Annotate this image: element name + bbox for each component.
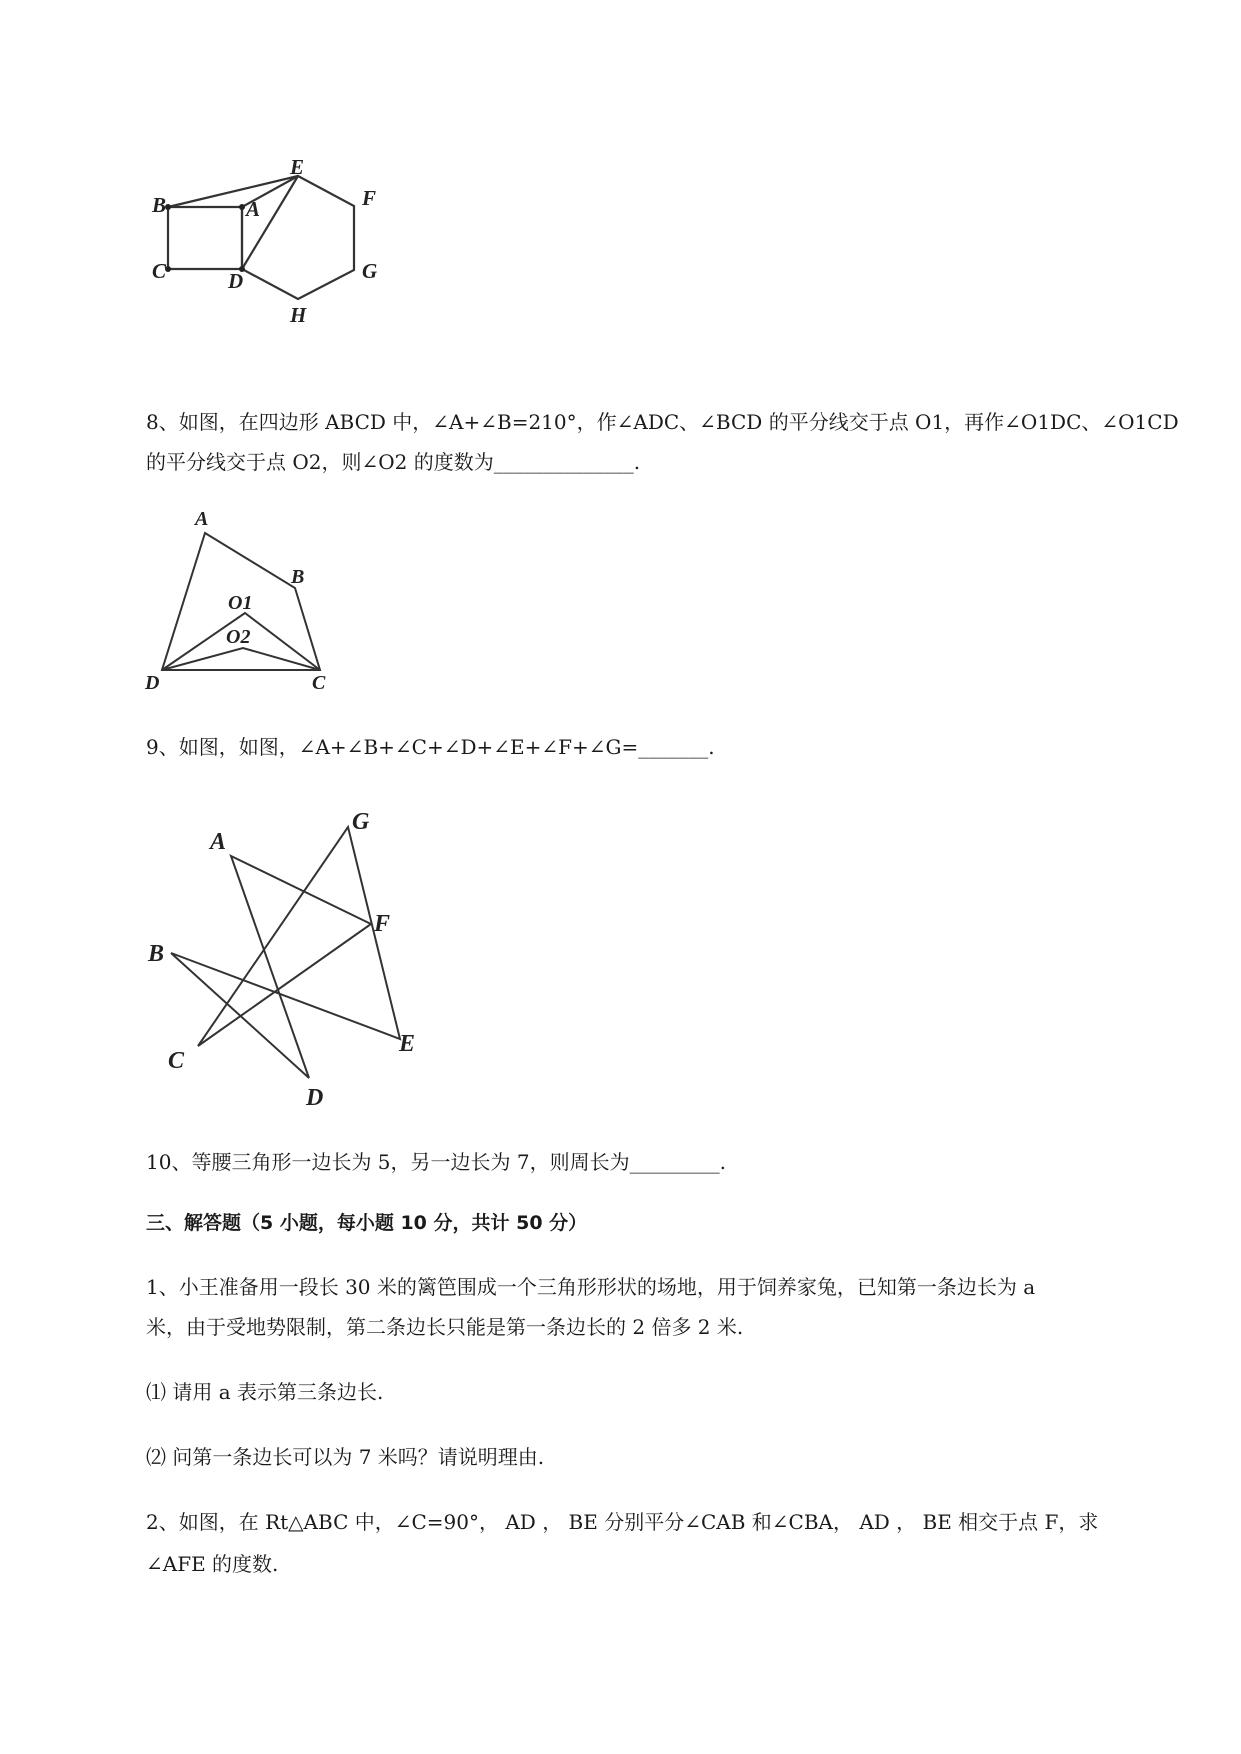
q9-line1: 9、如图，如图，∠A+∠B+∠C+∠D+∠E+∠F+∠G=_______.	[146, 735, 715, 759]
figure-quadrilateral	[140, 505, 360, 695]
label-c: C	[312, 672, 326, 694]
label-a: A	[195, 508, 209, 530]
figure-quadrilateral-svg	[140, 505, 360, 695]
figure-star	[140, 805, 460, 1115]
label-e: E	[290, 155, 305, 179]
section-title: 三、解答题（5 小题，每小题 10 分，共计 50 分）	[146, 1212, 588, 1234]
a2-line2: ∠AFE 的度数.	[146, 1552, 279, 1576]
label-c: C	[168, 1048, 185, 1074]
star-polygon	[171, 827, 400, 1078]
label-o1: O1	[228, 592, 253, 614]
q8-line2: 的平分线交于点 O2，则∠O2 的度数为______________.	[146, 450, 641, 474]
label-b: B	[152, 193, 167, 217]
segment-de	[242, 176, 298, 269]
figure-square-hexagon-svg	[140, 155, 400, 360]
a1-part1: ⑴ 请用 a 表示第三条边长.	[146, 1380, 384, 1404]
label-d: D	[306, 1085, 324, 1111]
label-o2: O2	[226, 626, 251, 648]
q8-line1: 8、如图，在四边形 ABCD 中，∠A+∠B=210°，作∠ADC、∠BCD 的平分线交于点 O1，再作∠O1DC、∠O1CD	[146, 410, 1179, 434]
label-g: G	[362, 259, 378, 283]
label-b: B	[291, 566, 305, 588]
label-f: F	[374, 911, 391, 937]
a1-line2: 米，由于受地势限制，第二条边长只能是第一条边长的 2 倍多 2 米.	[146, 1315, 744, 1339]
label-f: F	[362, 186, 377, 210]
a1-line1: 1、小王准备用一段长 30 米的篱笆围成一个三角形形状的场地，用于饲养家兔，已知第一条边长为 a	[146, 1275, 1036, 1299]
label-g: G	[352, 809, 370, 835]
label-a: A	[246, 197, 261, 221]
a2-line1: 2、如图，在 Rt△ABC 中，∠C=90°， AD ， BE 分别平分∠CAB 和∠CBA， AD ， BE 相交于点 F，求	[146, 1510, 1099, 1534]
a1-part2: ⑵ 问第一条边长可以为 7 米吗？请说明理由.	[146, 1445, 545, 1469]
label-b: B	[148, 941, 165, 967]
q10-line1: 10、等腰三角形一边长为 5，另一边长为 7，则周长为_________.	[146, 1150, 726, 1174]
hexagon	[242, 176, 354, 299]
label-e: E	[399, 1031, 416, 1057]
segment-be	[168, 176, 298, 207]
label-c: C	[152, 259, 167, 283]
label-h: H	[290, 303, 307, 327]
square-abcd	[168, 207, 242, 269]
figure-square-hexagon	[140, 155, 400, 360]
label-d: D	[145, 672, 160, 694]
label-a: A	[210, 829, 227, 855]
label-d: D	[228, 269, 244, 293]
figure-star-svg	[140, 805, 460, 1115]
